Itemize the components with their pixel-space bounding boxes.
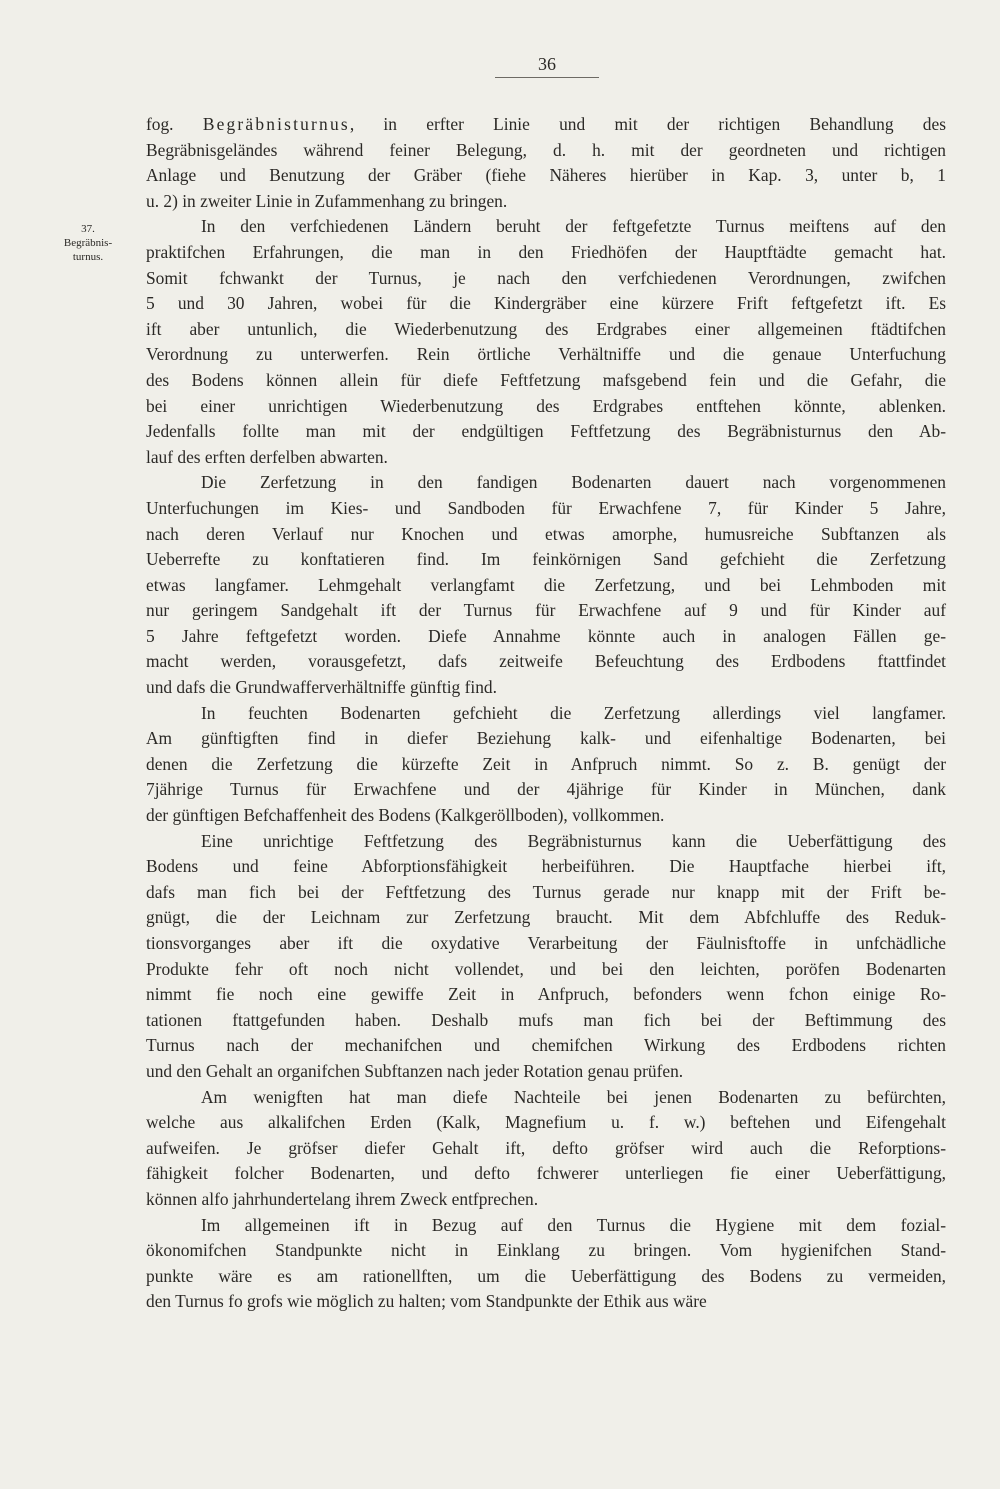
- text-line: fähigkeit folcher Bodenarten, und defto fchwerer unterliegen fie einer Ueberfättigung,: [146, 1163, 946, 1184]
- paragraph: [146, 1085, 946, 1213]
- text-line: tationen ftattgefunden haben. Deshalb mufs man fich bei der Beftimmung des: [146, 1009, 946, 1030]
- margin-note: [52, 222, 124, 264]
- text-line: fog. Begräbnisturnus, in erfter Linie und mit der richtigen Behandlung des: [146, 114, 946, 134]
- paragraph: [146, 112, 946, 214]
- text-line: bei einer unrichtigen Wiederbenutzung des Erdgrabes entftehen könnte, ablenken.: [146, 395, 946, 416]
- margin-note-title-line1: Begräbnis-: [63, 237, 113, 249]
- text-line: Eine unrichtige Feftfetzung des Begräbnisturnus kann die Ueberfättigung des: [201, 830, 946, 851]
- text-line: Die Zerfetzung in den fandigen Bodenarten dauert nach vorgenommenen: [201, 472, 946, 493]
- text-line: In feuchten Bodenarten gefchieht die Zerfetzung allerdings viel langfamer.: [201, 702, 946, 723]
- text-line: nimmt fie noch eine gewiffe Zeit in Anfpruch, befonders wenn fchon einige Ro-: [146, 984, 946, 1005]
- text-line: Bodens und feine Abforptionsfähigkeit herbeiführen. Die Hauptfache hierbei ift,: [146, 856, 946, 877]
- text-line: Verordnung zu unterwerfen. Rein örtliche Verhältniffe und die genaue Unterfuchung: [146, 344, 946, 365]
- text-line: Anlage und Benutzung der Gräber (fiehe Näheres hierüber in Kap. 3, unter b, 1: [146, 165, 946, 186]
- text-line: In den verfchiedenen Ländern beruht der feftgefetzte Turnus meiftens auf den: [201, 216, 946, 237]
- text-line: nach deren Verlauf nur Knochen und etwas amorphe, humusreiche Subftanzen als: [146, 523, 946, 544]
- text-line: Jedenfalls follte man mit der endgültigen Feftfetzung des Begräbnisturnus den Ab-: [146, 421, 946, 442]
- page-number: 36: [495, 54, 599, 78]
- text-line: Ueberrefte zu konftatieren find. Im feinkörnigen Sand gefchieht die Zerfetzung: [146, 549, 946, 570]
- paragraph: [146, 470, 946, 700]
- text-line: Am günftigften find in diefer Beziehung kalk- und eifenhaltige Bodenarten, bei: [146, 728, 946, 749]
- text-line: Somit fchwankt der Turnus, je nach den verfchiedenen Verordnungen, zwifchen: [146, 267, 946, 288]
- text-line: Im allgemeinen ift in Bezug auf den Turnus die Hygiene mit dem fozial-: [201, 1214, 946, 1235]
- text-line: ift aber untunlich, die Wiederbenutzung des Erdgrabes einer allgemeinen ftädtifchen: [146, 318, 946, 339]
- text-line: und den Gehalt an organifchen Subftanzen nach jeder Rotation genau prüfen.: [146, 1060, 684, 1081]
- text-line: denen die Zerfetzung die kürzefte Zeit in Anfpruch nimmt. So z. B. genügt der: [146, 753, 946, 774]
- paragraph: [146, 214, 946, 470]
- text-line: etwas langfamer. Lehmgehalt verlangfamt die Zerfetzung, und bei Lehmboden mit: [146, 574, 946, 595]
- text-line: 5 Jahre feftgefetzt worden. Diefe Annahme könnte auch in analogen Fällen ge-: [146, 625, 946, 646]
- text-line: 7jährige Turnus für Erwachfene und der 4jährige für Kinder in München, dank: [146, 779, 946, 800]
- text-line: können alfo jahrhundertelang ihrem Zweck entfprechen.: [146, 1188, 539, 1209]
- margin-note-number: 37.: [81, 223, 95, 235]
- paragraph: [146, 701, 946, 829]
- text-line: Produkte fehr oft noch nicht vollendet, und bei den leichten, poröfen Bodenarten: [146, 958, 946, 979]
- text-line: punkte wäre es am rationellften, um die Ueberfättigung des Bodens zu vermeiden,: [146, 1265, 946, 1286]
- text-line: und dafs die Grundwafferverhältniffe günftig find.: [146, 677, 497, 698]
- body-text: [146, 112, 946, 1315]
- text-line: den Turnus fo grofs wie möglich zu halten; vom Standpunkte der Ethik aus wäre: [146, 1291, 707, 1312]
- text-line: u. 2) in zweiter Linie in Zufammenhang zu bringen.: [146, 190, 508, 211]
- text-line: macht werden, vorausgefetzt, dafs zeitweife Befeuchtung des Erdbodens ftattfindet: [146, 651, 946, 672]
- text-line: des Bodens können allein für diefe Feftfetzung mafsgebend fein und die Gefahr, die: [146, 369, 946, 390]
- text-line: Turnus nach der mechanifchen und chemifchen Wirkung des Erdbodens richten: [146, 1035, 946, 1056]
- paragraph: [146, 1213, 946, 1315]
- text-line: praktifchen Erfahrungen, die man in den Friedhöfen der Hauptftädte gemacht hat.: [146, 241, 946, 262]
- text-line: lauf des erften derfelben abwarten.: [146, 446, 388, 467]
- text-line: Unterfuchungen im Kies- und Sandboden für Erwachfene 7, für Kinder 5 Jahre,: [146, 497, 946, 518]
- paragraph: [146, 829, 946, 1085]
- text-line: 5 und 30 Jahren, wobei für die Kindergräber eine kürzere Frift feftgefetzt ift. Es: [146, 293, 946, 314]
- text-line: dafs man fich bei der Feftfetzung des Turnus gerade nur knapp mit der Frift be-: [146, 881, 946, 902]
- margin-note-title-line2: turnus.: [72, 251, 104, 263]
- text-line: Begräbnisgeländes während feiner Belegung, d. h. mit der geordneten und richtigen: [146, 139, 946, 160]
- text-line: der günftigen Befchaffenheit des Bodens (Kalkgeröllboden), vollkommen.: [146, 805, 665, 826]
- text-line: aufweifen. Je gröfser diefer Gehalt ift, defto gröfser wird auch die Reforptions-: [146, 1137, 946, 1158]
- text-line: welche aus alkalifchen Erden (Kalk, Magnefium u. f. w.) beftehen und Eifengehalt: [146, 1112, 946, 1133]
- text-line: Am wenigften hat man diefe Nachteile bei jenen Bodenarten zu befürchten,: [201, 1086, 946, 1107]
- text-line: ökonomifchen Standpunkte nicht in Einklang zu bringen. Vom hygienifchen Stand-: [146, 1240, 946, 1261]
- text-line: gnügt, die der Leichnam zur Zerfetzung braucht. Mit dem Abfchluffe des Reduk-: [146, 907, 946, 928]
- text-line: nur geringem Sandgehalt ift der Turnus für Erwachfene auf 9 und für Kinder auf: [146, 600, 946, 621]
- text-line: tionsvorganges aber ift die oxydative Verarbeitung der Fäulnisftoffe in unfchädliche: [146, 933, 946, 953]
- emphasized-term: Begräbnisturnus: [202, 114, 350, 134]
